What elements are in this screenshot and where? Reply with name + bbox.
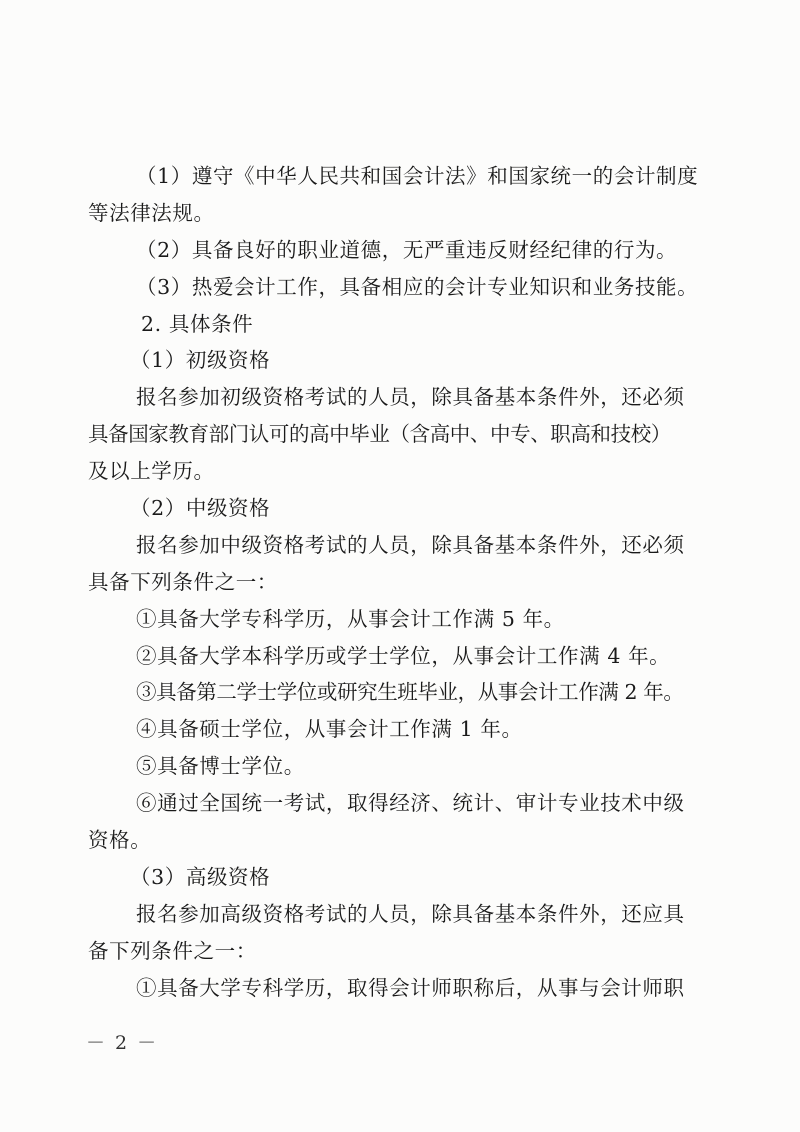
list-item: ②具备大学本科学历或学士学位，从事会计工作满 4 年。 — [136, 643, 671, 668]
paragraph-line: 具备国家教育部门认可的高中毕业（含高中、中专、职高和技校） — [88, 422, 671, 447]
subsection-heading: （2）中级资格 — [130, 496, 271, 521]
list-item: ④具备硕士学位，从事会计工作满 1 年。 — [136, 717, 523, 742]
paragraph-line: 具备下列条件之一： — [88, 569, 278, 594]
subsection-heading: （1）初级资格 — [130, 348, 271, 373]
list-item: ③具备第二学士学位或研究生班毕业，从事会计工作满 2 年。 — [136, 680, 684, 705]
paragraph-line: 及以上学历。 — [88, 459, 215, 484]
paragraph-line: 等法律法规。 — [88, 200, 215, 225]
list-item: ⑥通过全国统一考试，取得经济、统计、审计专业技术中级 — [136, 791, 685, 816]
paragraph-line: 报名参加高级资格考试的人员，除具备基本条件外，还应具 — [136, 901, 685, 926]
paragraph-line: 资格。 — [88, 828, 152, 853]
paragraph-line: （2）具备良好的职业道德，无严重违反财经纪律的行为。 — [136, 237, 678, 262]
paragraph-line: 报名参加中级资格考试的人员，除具备基本条件外，还必须 — [136, 532, 685, 557]
paragraph-line: 报名参加初级资格考试的人员，除具备基本条件外，还必须 — [136, 385, 685, 410]
list-item: ①具备大学专科学历，从事会计工作满 5 年。 — [136, 606, 565, 631]
list-item: ①具备大学专科学历，取得会计师职称后，从事与会计师职 — [136, 975, 685, 1000]
paragraph-line: （1）遵守《中华人民共和国会计法》和国家统一的会计制度 — [136, 164, 699, 188]
paragraph-line: 备下列条件之一： — [88, 938, 257, 963]
paragraph-line: （3）热爱会计工作，具备相应的会计专业知识和业务技能。 — [136, 274, 699, 299]
list-item: ⑤具备博士学位。 — [136, 754, 305, 779]
section-heading: 2. 具体条件 — [141, 311, 254, 336]
document-body — [88, 158, 698, 1006]
subsection-heading: （3）高级资格 — [130, 864, 271, 889]
page-number: － 2 － — [86, 1032, 159, 1054]
